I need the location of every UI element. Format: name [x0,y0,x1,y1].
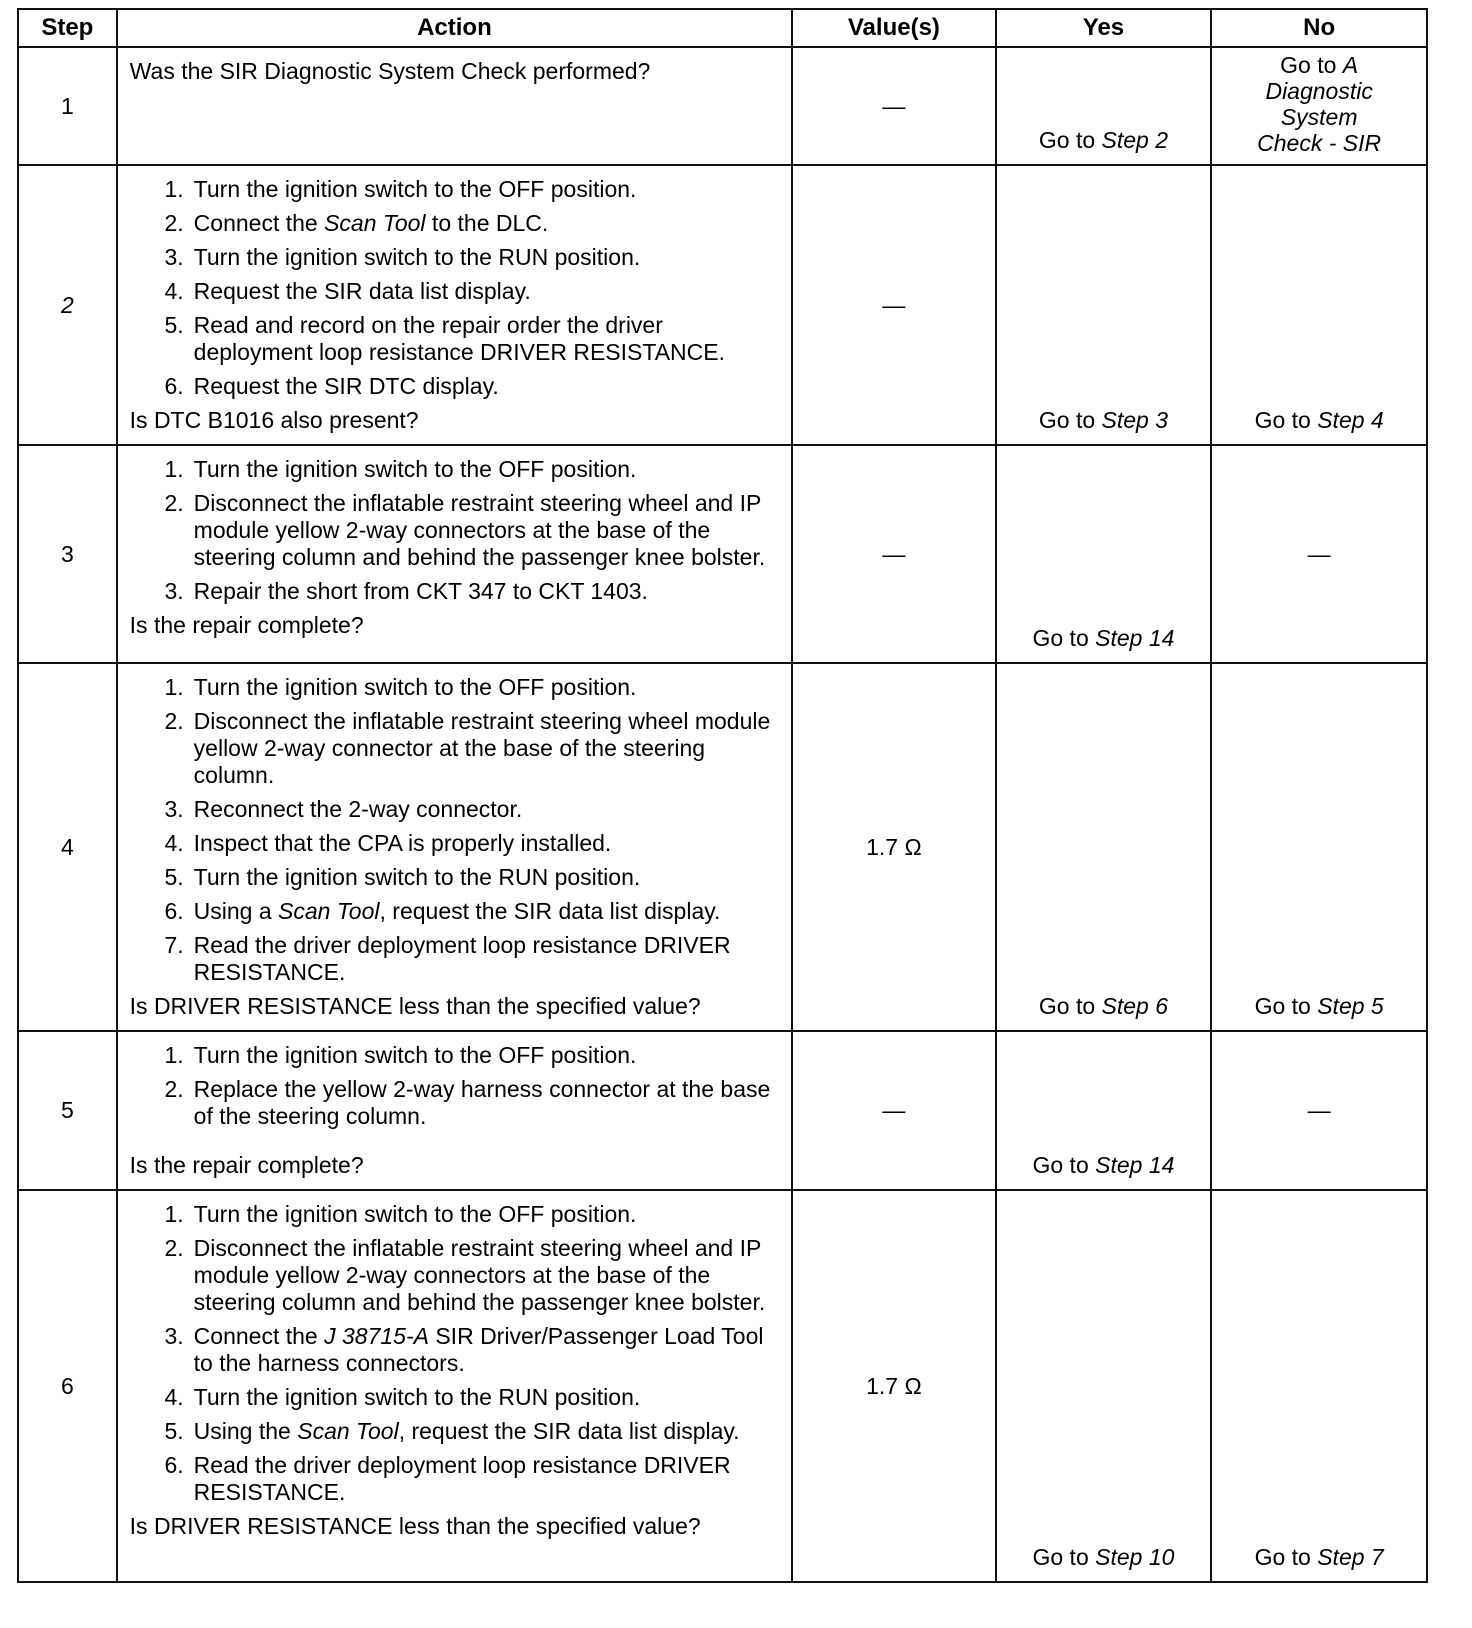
instruction-text: Turn the ignition switch to the RUN position. [193,244,641,270]
table-row [18,663,1427,1031]
header-values: Value(s) [792,9,995,47]
step-number [18,165,117,445]
instruction-list [130,456,780,605]
goto-prefix: Go to [1038,993,1102,1019]
header-yes: Yes [996,9,1212,47]
action-question: Is DRIVER RESISTANCE less than the specified value? [129,993,701,1019]
yes-cell[interactable] [996,47,1212,165]
instruction-text: Disconnect the inflatable restraint steering wheel and IP module yellow 2-way connectors at the base of the steering column and behind the passenger knee bolster. [193,1235,766,1315]
instruction-text: Request the SIR data list display. [193,278,531,304]
instruction-text: Connect the J 38715-A SIR Driver/Passenger Load Tool to the harness connectors. [193,1323,764,1376]
instruction-number: 1. [164,176,184,202]
value-cell: 1.7 Ω [792,663,995,1031]
instruction-list [130,1201,780,1506]
goto-prefix: Go to [1280,52,1343,78]
instruction-number: 4. [164,830,184,856]
goto-target: Step 6 [1101,993,1169,1019]
goto-target-part: A [1342,52,1359,78]
instruction-number: 1. [164,1201,184,1227]
header-step: Step [18,9,117,47]
no-cell[interactable] [1211,165,1427,445]
instruction-number: 5. [164,312,184,338]
no-cell[interactable] [1211,1190,1427,1582]
instruction-item [130,898,780,925]
instruction-number: 5. [164,864,184,890]
instruction-text: Reconnect the 2-way connector. [193,796,523,822]
instruction-number: 6. [164,1452,184,1478]
instruction-number: 3. [164,578,184,604]
goto-target-part: Check - SIR [1257,130,1382,156]
instruction-text: Turn the ignition switch to the RUN position. [193,1384,641,1410]
table-row [18,1190,1427,1582]
goto-prefix: Go to [1254,407,1318,433]
yes-cell[interactable] [996,1190,1212,1582]
action-question: Is DRIVER RESISTANCE less than the specified value? [129,1513,701,1539]
yes-cell[interactable] [996,1031,1212,1190]
instruction-list [130,176,780,400]
diagnostic-table [17,8,1428,1583]
action-cell [117,165,793,445]
instruction-item [130,1235,780,1316]
instruction-item [130,932,780,986]
goto-target: Step 10 [1095,1544,1175,1570]
goto-prefix: Go to [1032,1152,1096,1178]
action-cell [117,663,793,1031]
value-cell: — [792,165,995,445]
instruction-list [130,1042,780,1130]
instruction-text: Using the Scan Tool, request the SIR data list display. [193,1418,740,1444]
header-action: Action [117,9,793,47]
action-question: Was the SIR Diagnostic System Check performed? [129,58,651,84]
yes-cell[interactable] [996,663,1212,1031]
header-row [18,9,1427,47]
instruction-text: Disconnect the inflatable restraint steering wheel module yellow 2-way connector at the base of the steering column. [193,708,771,788]
instruction-number: 1. [164,456,184,482]
goto-target: Step 3 [1101,407,1169,433]
goto-target: Step 14 [1095,625,1175,651]
action-question: Is DTC B1016 also present? [129,407,419,433]
goto-prefix: Go to [1032,1544,1096,1570]
instruction-text: Turn the ignition switch to the OFF position. [193,176,637,202]
instruction-text: Turn the ignition switch to the RUN position. [193,864,641,890]
step-number: 4 [18,663,117,1031]
instruction-item [130,796,780,823]
goto-prefix: Go to [1032,625,1096,651]
instruction-number: 1. [164,1042,184,1068]
goto-target: Step 7 [1317,1544,1384,1570]
instruction-text: Turn the ignition switch to the OFF position. [193,456,637,482]
instruction-item [130,708,780,789]
table-row [18,165,1427,445]
instruction-text: Request the SIR DTC display. [193,373,499,399]
value-cell: — [792,1031,995,1190]
instruction-number: 1. [164,674,184,700]
value-cell: 1.7 Ω [792,1190,995,1582]
instruction-text: Replace the yellow 2-way harness connector at the base of the steering column. [193,1076,771,1129]
instruction-number: 6. [164,373,184,399]
instruction-text: Turn the ignition switch to the OFF position. [193,674,637,700]
instruction-item [130,490,780,571]
step-number: 1 [18,47,117,165]
instruction-item [130,674,780,701]
instruction-item [130,1452,780,1506]
instruction-number: 3. [164,1323,184,1349]
instruction-number: 2. [164,708,184,734]
instruction-item [130,278,780,305]
goto-target-part: Diagnostic [1265,78,1373,104]
goto-target: Step 14 [1095,1152,1175,1178]
instruction-item [130,1042,780,1069]
no-cell: — [1211,1031,1427,1190]
goto-target: Step 5 [1317,993,1384,1019]
instruction-number: 2. [164,1235,184,1261]
instruction-number: 2. [164,490,184,516]
step-number: 5 [18,1031,117,1190]
instruction-item [130,373,780,400]
goto-target: Step 4 [1317,407,1384,433]
goto-target: Step 2 [1101,127,1169,153]
instruction-item [130,578,780,605]
instruction-list [130,674,780,986]
no-goto-stack [1212,52,1426,156]
instruction-item [130,210,780,237]
action-cell [117,1031,793,1190]
value-cell: — [792,445,995,663]
goto-prefix: Go to [1038,127,1102,153]
action-cell [117,1190,793,1582]
instruction-text: Repair the short from CKT 347 to CKT 1403. [193,578,648,604]
goto-target-part: System [1280,104,1358,130]
table-row [18,445,1427,663]
instruction-number: 5. [164,1418,184,1444]
header-no: No [1211,9,1427,47]
instruction-text: Disconnect the inflatable restraint steering wheel and IP module yellow 2-way connectors at the base of the steering column and behind the passenger knee bolster. [193,490,766,570]
instruction-item [130,312,780,366]
instruction-number: 6. [164,898,184,924]
instruction-item [130,456,780,483]
instruction-text: Turn the ignition switch to the OFF position. [193,1042,637,1068]
value-cell: — [792,47,995,165]
instruction-item [130,1384,780,1411]
instruction-item [130,1201,780,1228]
instruction-text: Read the driver deployment loop resistance DRIVER RESISTANCE. [193,932,731,985]
action-question: Is the repair complete? [129,1152,364,1178]
no-cell[interactable] [1211,47,1427,165]
goto-prefix: Go to [1038,407,1102,433]
instruction-text: Read the driver deployment loop resistance DRIVER RESISTANCE. [193,1452,731,1505]
instruction-item [130,176,780,203]
instruction-number: 2. [164,210,184,236]
instruction-text: Read and record on the repair order the driver deployment loop resistance DRIVER RESISTANCE. [193,312,726,365]
no-cell[interactable] [1211,663,1427,1031]
instruction-item [130,864,780,891]
no-cell: — [1211,445,1427,663]
instruction-text: Using a Scan Tool, request the SIR data list display. [193,898,721,924]
table-row [18,47,1427,165]
instruction-text: Inspect that the CPA is properly installed. [193,830,612,856]
instruction-number: 4. [164,278,184,304]
instruction-item [130,830,780,857]
instruction-number: 2. [164,1076,184,1102]
instruction-number: 3. [164,796,184,822]
instruction-item [130,1323,780,1377]
instruction-number: 7. [164,932,184,958]
instruction-item [130,1076,780,1130]
table-row [18,1031,1427,1190]
step-number: 6 [18,1190,117,1582]
action-cell [117,47,793,165]
yes-cell[interactable] [996,445,1212,663]
action-cell [117,445,793,663]
yes-cell[interactable] [996,165,1212,445]
step-number-text: 2 [60,291,74,318]
goto-prefix: Go to [1254,1544,1318,1570]
step-number: 3 [18,445,117,663]
goto-prefix: Go to [1254,993,1318,1019]
instruction-number: 3. [164,244,184,270]
instruction-item [130,1418,780,1445]
instruction-text: Turn the ignition switch to the OFF position. [193,1201,637,1227]
action-question: Is the repair complete? [129,612,364,638]
instruction-text: Connect the Scan Tool to the DLC. [193,210,549,236]
instruction-number: 4. [164,1384,184,1410]
instruction-item [130,244,780,271]
